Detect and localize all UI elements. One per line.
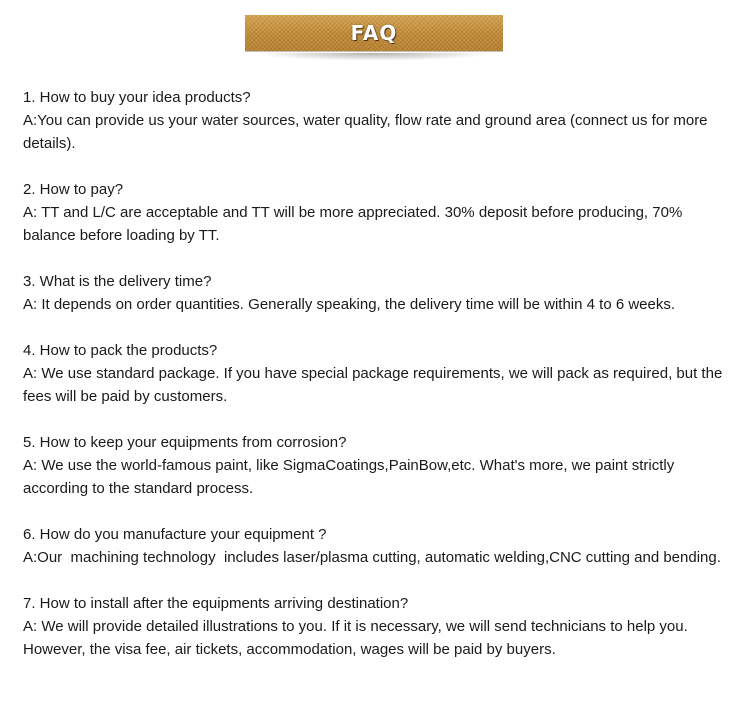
faq-question: 6. How do you manufacture your equipment ? [23, 526, 327, 543]
faq-item-3 [23, 270, 728, 316]
faq-banner-plate [245, 15, 503, 51]
faq-item-7 [23, 592, 728, 661]
faq-item-5 [23, 431, 728, 500]
faq-answer: A: We will provide detailed illustrations to you. If it is necessary, we will send technicians to help you. However, the visa fee, air tickets, accommodation, wages will be paid by buyers. [23, 618, 692, 658]
faq-list [23, 86, 728, 684]
faq-banner-shadow [255, 53, 493, 61]
faq-item-1 [23, 86, 728, 155]
faq-question: 3. What is the delivery time? [23, 273, 212, 290]
faq-item-4 [23, 339, 728, 408]
faq-answer: A: We use the world-famous paint, like SigmaCoatings,PainBow,etc. What's more, we paint strictly according to the standard process. [23, 457, 679, 497]
faq-answer: A: We use standard package. If you have special package requirements, we will pack as required, but the fees will be paid by customers. [23, 365, 727, 405]
faq-question: 1. How to buy your idea products? [23, 89, 251, 106]
faq-answer: A:You can provide us your water sources, water quality, flow rate and ground area (connect us for more details). [23, 112, 712, 152]
faq-answer: A: TT and L/C are acceptable and TT will be more appreciated. 30% deposit before producing, 70% balance before loading by TT. [23, 204, 687, 244]
faq-item-6 [23, 523, 728, 569]
faq-question: 4. How to pack the products? [23, 342, 218, 359]
faq-question: 5. How to keep your equipments from corrosion? [23, 434, 347, 451]
faq-question: 7. How to install after the equipments arriving destination? [23, 595, 409, 612]
faq-question: 2. How to pay? [23, 181, 124, 198]
faq-answer: A:Our machining technology includes laser/plasma cutting, automatic welding,CNC cutting and bending. [23, 549, 721, 566]
faq-banner [245, 15, 507, 61]
faq-title: FAQ [350, 21, 398, 45]
faq-answer: A: It depends on order quantities. Generally speaking, the delivery time will be within 4 to 6 weeks. [23, 296, 676, 313]
faq-item-2 [23, 178, 728, 247]
